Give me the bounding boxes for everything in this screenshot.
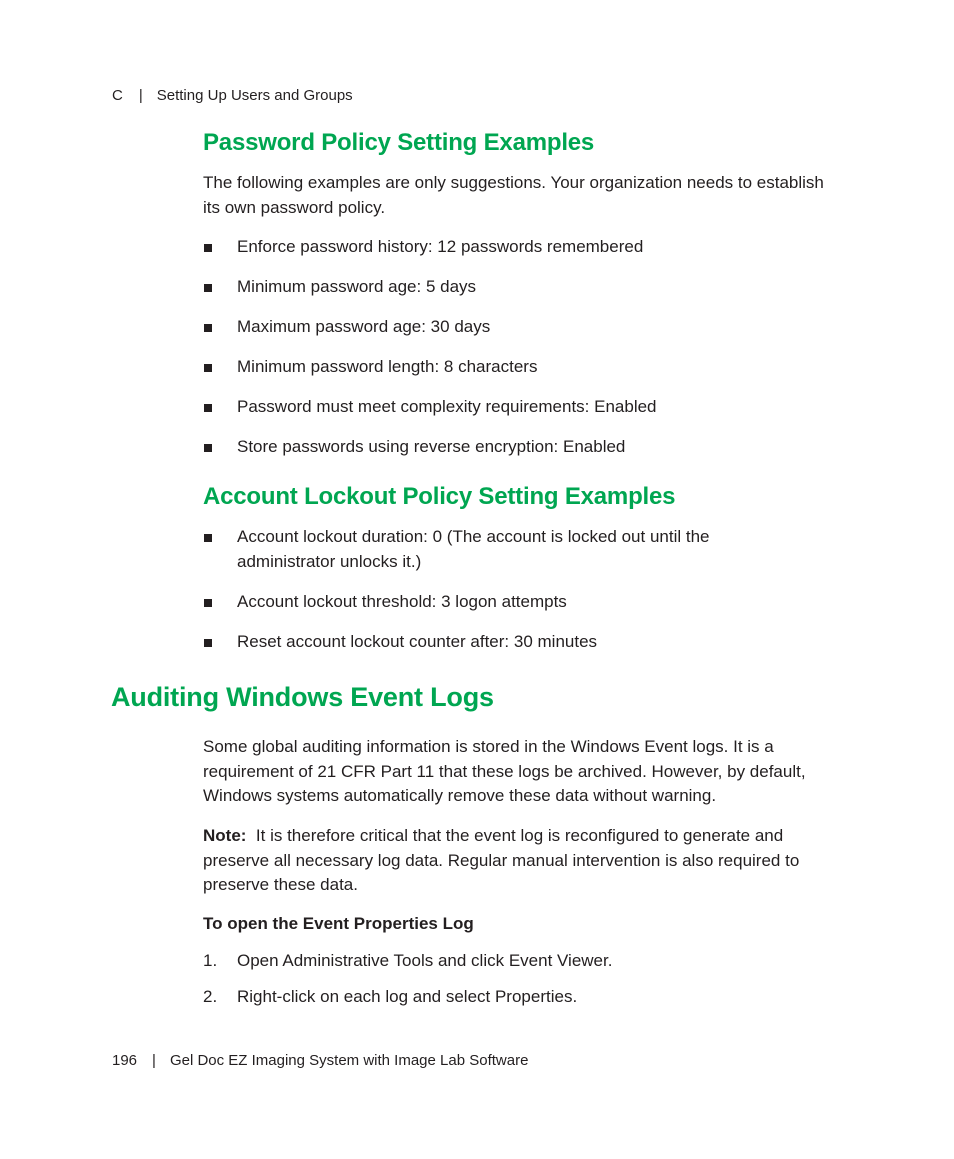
chapter-letter: C	[112, 87, 123, 104]
bullet-square-icon	[204, 639, 212, 647]
list-item: Password must meet complexity requirements: Enabled	[203, 395, 843, 420]
account-lockout-heading: Account Lockout Policy Setting Examples	[203, 483, 676, 510]
bullet-square-icon	[204, 404, 212, 412]
bullet-square-icon	[204, 284, 212, 292]
bullet-square-icon	[204, 324, 212, 332]
password-policy-list	[203, 235, 843, 459]
procedure-steps	[203, 949, 843, 1009]
header-separator: |	[138, 87, 143, 104]
list-item: Enforce password history: 12 passwords remembered	[203, 235, 843, 260]
step-number: 2.	[203, 987, 218, 1006]
step-item	[203, 949, 843, 973]
step-text: Open Administrative Tools and click Event Viewer.	[237, 951, 613, 970]
note-paragraph	[203, 824, 833, 898]
procedure-title: To open the Event Properties Log	[203, 914, 474, 933]
list-item: Maximum password age: 30 days	[203, 315, 843, 340]
running-header	[112, 87, 353, 104]
auditing-heading: Auditing Windows Event Logs	[111, 682, 494, 712]
bullet-square-icon	[204, 534, 212, 542]
list-item: Account lockout threshold: 3 logon attempts	[203, 590, 843, 615]
list-item: Account lockout duration: 0 (The account is locked out until the administrator unlocks it.)	[203, 525, 843, 574]
chapter-title: Setting Up Users and Groups	[156, 87, 353, 104]
note-label: Note:	[203, 826, 247, 845]
password-policy-intro: The following examples are only suggestions. Your organization needs to establish its own password policy.	[203, 173, 824, 217]
bullet-square-icon	[204, 244, 212, 252]
running-footer	[112, 1052, 528, 1069]
step-number: 1.	[203, 951, 218, 970]
bullet-square-icon	[204, 444, 212, 452]
list-item: Minimum password age: 5 days	[203, 275, 843, 300]
account-lockout-list	[203, 525, 843, 654]
step-item	[203, 985, 843, 1009]
list-item: Store passwords using reverse encryption: Enabled	[203, 435, 843, 460]
step-text: Right-click on each log and select Properties.	[237, 987, 578, 1006]
bullet-square-icon	[204, 364, 212, 372]
bullet-square-icon	[204, 599, 212, 607]
note-text: It is therefore critical that the event log is reconfigured to generate and preserve all necessary log data. Regular manual intervention is also required to preserve these data.	[203, 826, 800, 894]
page-number: 196	[112, 1052, 138, 1069]
list-item: Minimum password length: 8 characters	[203, 355, 843, 380]
auditing-paragraph: Some global auditing information is stored in the Windows Event logs. It is a requirement of 21 CFR Part 11 that these logs be archived. However, by default, Windows systems automatically remove these data without warning.	[203, 737, 806, 805]
list-item: Reset account lockout counter after: 30 minutes	[203, 630, 843, 655]
password-policy-heading: Password Policy Setting Examples	[203, 129, 595, 156]
book-title: Gel Doc EZ Imaging System with Image Lab Software	[169, 1052, 529, 1069]
footer-separator: |	[152, 1052, 156, 1069]
